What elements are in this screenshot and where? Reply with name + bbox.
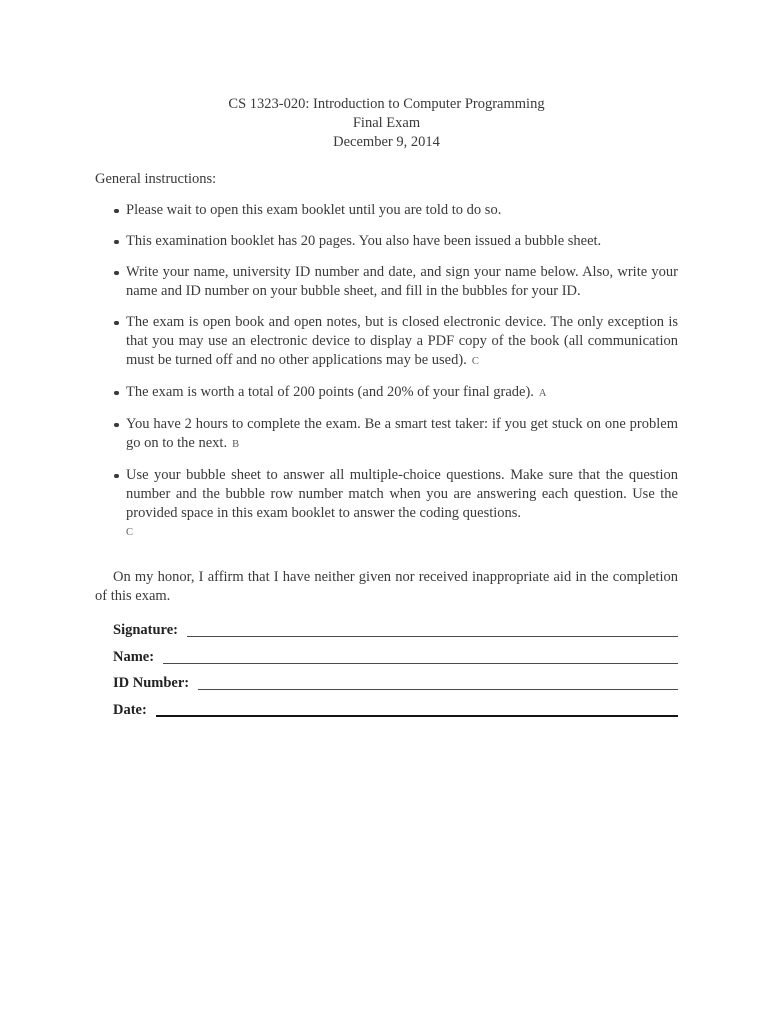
bullet-dot-icon: [114, 474, 119, 479]
bullet-text: Write your name, university ID number and date, and sign your name below. Also, write your name and ID number on your bubble sheet, and fill in the bubbles for your ID.: [126, 264, 678, 299]
bullet-text: The exam is worth a total of 200 points (and 20% of your final grade).: [126, 384, 534, 400]
bullet-text: Please wait to open this exam booklet until you are told to do so.: [126, 202, 502, 218]
date-line: [156, 715, 678, 717]
bullet-dot-icon: [114, 271, 119, 276]
id-number-line: [198, 689, 678, 690]
grader-mark: B: [232, 439, 240, 450]
signature-label: Signature:: [113, 622, 178, 638]
bullet-text: You have 2 hours to complete the exam. Be a smart test taker: if you get stuck on one problem go on to the next.: [126, 416, 678, 451]
bullet-item: [95, 313, 678, 371]
name-line: [163, 663, 678, 664]
grader-mark: C: [471, 356, 480, 367]
bullet-text: This examination booklet has 20 pages. You also have been issued a bubble sheet.: [126, 233, 602, 249]
grader-mark: A: [538, 388, 547, 399]
bullet-text: Use your bubble sheet to answer all multiple-choice questions. Make sure that the question number and the bubble row number match when you are answering each question. Use the provided space in this exam booklet to answer the coding questions.: [126, 467, 678, 521]
bullet-item: [95, 383, 678, 403]
bullet-item: [95, 466, 678, 542]
bullet-dot-icon: [114, 240, 119, 245]
id-number-label: ID Number:: [113, 675, 190, 691]
name-row: [113, 648, 678, 667]
bullet-dot-icon: [114, 321, 119, 326]
exam-title: Final Exam: [352, 115, 421, 131]
bullet-text: The exam is open book and open notes, but is closed electronic device. The only exception is that you may use an electronic device to display a PDF copy of the book (all communication must be turned off and no other applications may be used).: [126, 314, 678, 368]
bullet-item: [95, 415, 678, 454]
exam-date: December 9, 2014: [333, 134, 440, 150]
date-row: [113, 701, 678, 720]
bullet-item: [95, 232, 678, 251]
bullet-item: [95, 263, 678, 301]
signature-form: [95, 621, 678, 720]
instructions-list: [95, 201, 678, 542]
bullet-dot-icon: [114, 423, 119, 428]
title-block: [95, 95, 678, 152]
id-number-row: [113, 674, 678, 693]
name-label: Name:: [113, 648, 155, 665]
signature-row: [113, 621, 678, 640]
course-title: CS 1323-020: Introduction to Computer Programming: [228, 96, 545, 112]
signature-line: [187, 636, 678, 637]
bullet-dot-icon: [114, 209, 119, 214]
honor-statement: On my honor, I affirm that I have neither given nor received inappropriate aid in the completion of this exam.: [95, 569, 678, 604]
instructions-heading: General instructions:: [95, 171, 217, 187]
bullet-dot-icon: [114, 391, 119, 396]
date-label: Date:: [113, 701, 147, 718]
grader-mark: C: [126, 527, 134, 538]
page-content: [95, 95, 678, 727]
bullet-item: [95, 201, 678, 220]
